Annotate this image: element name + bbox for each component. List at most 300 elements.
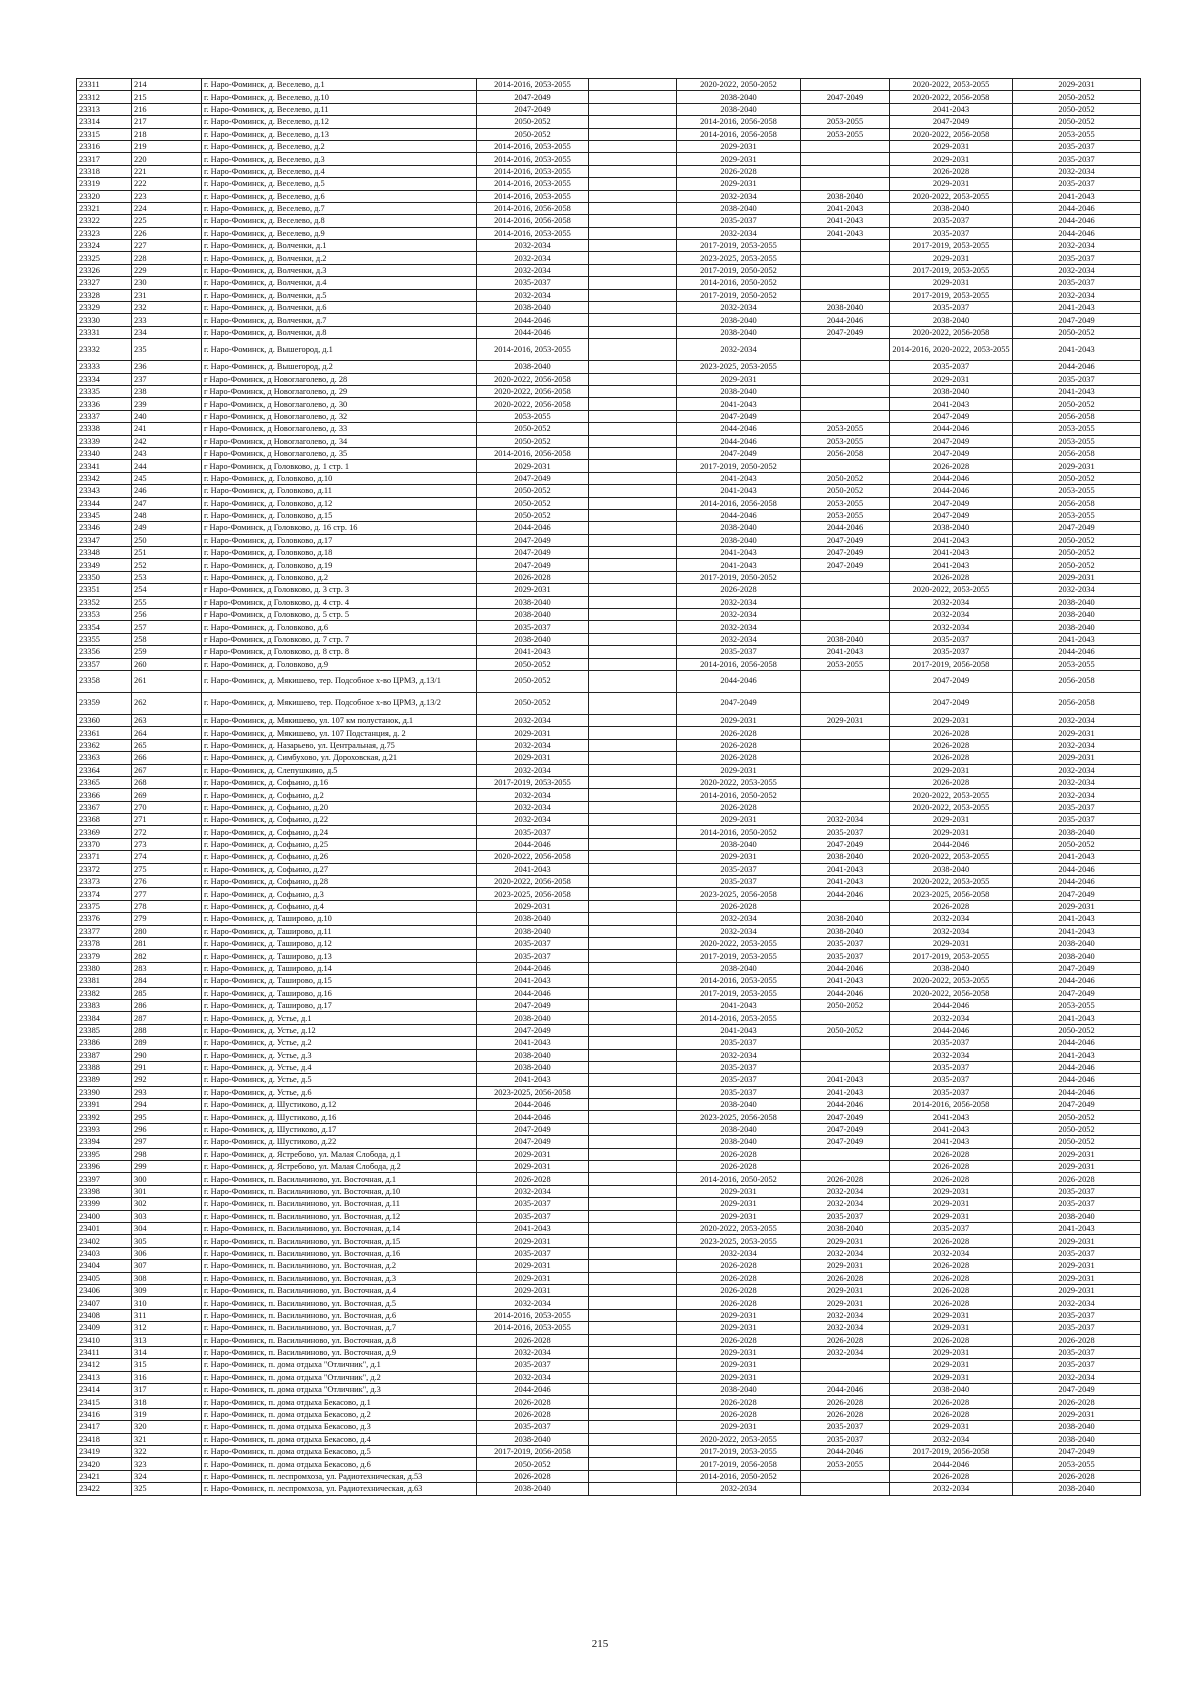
record-id-cell: 23323 <box>77 227 132 239</box>
period-2-cell <box>589 1408 677 1420</box>
period-4-cell: 2044-2046 <box>801 1099 890 1111</box>
period-3-cell: 2038-2040 <box>677 534 801 546</box>
period-4-cell <box>801 801 890 813</box>
item-number-cell: 258 <box>132 633 202 645</box>
period-1-cell: 2044-2046 <box>477 1099 589 1111</box>
table-row <box>77 596 1141 608</box>
period-4-cell: 2041-2043 <box>801 1086 890 1098</box>
period-3-cell: 2038-2040 <box>677 326 801 338</box>
period-3-cell: 2038-2040 <box>677 314 801 326</box>
address-cell: г. Наро-Фоминск, д. Веселево, д.7 <box>202 202 477 214</box>
period-3-cell: 2038-2040 <box>677 385 801 397</box>
period-2-cell <box>589 240 677 252</box>
item-number-cell: 282 <box>132 950 202 962</box>
period-3-cell: 2038-2040 <box>677 962 801 974</box>
period-4-cell: 2035-2037 <box>801 950 890 962</box>
period-1-cell: 2038-2040 <box>477 925 589 937</box>
table-row <box>77 103 1141 115</box>
period-2-cell <box>589 1446 677 1458</box>
table-row <box>77 79 1141 91</box>
period-5-cell: 2038-2040 <box>890 385 1013 397</box>
address-cell: г. Наро-Фоминск, д. Головково, д.11 <box>202 485 477 497</box>
period-6-cell: 2032-2034 <box>1013 764 1141 776</box>
address-cell: г. Наро-Фоминск, д. Веселево, д.2 <box>202 140 477 152</box>
period-1-cell: 2032-2034 <box>477 240 589 252</box>
period-5-cell: 2026-2028 <box>890 1272 1013 1284</box>
record-id-cell: 23334 <box>77 373 132 385</box>
period-1-cell: 2023-2025, 2056-2058 <box>477 1086 589 1098</box>
period-6-cell: 2026-2028 <box>1013 1396 1141 1408</box>
period-5-cell: 2029-2031 <box>890 1210 1013 1222</box>
period-5-cell: 2017-2019, 2053-2055 <box>890 950 1013 962</box>
period-1-cell: 2044-2046 <box>477 1111 589 1123</box>
period-5-cell: 2026-2028 <box>890 1470 1013 1482</box>
period-6-cell: 2050-2052 <box>1013 103 1141 115</box>
period-4-cell: 2041-2043 <box>801 863 890 875</box>
record-id-cell: 23397 <box>77 1173 132 1185</box>
period-5-cell: 2020-2022, 2053-2055 <box>890 801 1013 813</box>
period-4-cell <box>801 1012 890 1024</box>
period-6-cell: 2050-2052 <box>1013 91 1141 103</box>
address-cell: г. Наро-Фоминск, д. Вышегород, д.1 <box>202 339 477 361</box>
period-3-cell: 2014-2016, 2050-2052 <box>677 826 801 838</box>
period-4-cell <box>801 277 890 289</box>
period-6-cell: 2050-2052 <box>1013 1123 1141 1135</box>
period-1-cell: 2035-2037 <box>477 621 589 633</box>
period-2-cell <box>589 1222 677 1234</box>
period-6-cell: 2047-2049 <box>1013 987 1141 999</box>
period-6-cell: 2047-2049 <box>1013 1446 1141 1458</box>
period-5-cell: 2038-2040 <box>890 962 1013 974</box>
address-cell: г. Наро-Фоминск, д. Шустиково, д.17 <box>202 1123 477 1135</box>
period-3-cell: 2014-2016, 2050-2052 <box>677 277 801 289</box>
period-1-cell: 2023-2025, 2056-2058 <box>477 888 589 900</box>
period-1-cell: 2035-2037 <box>477 1247 589 1259</box>
period-4-cell: 2038-2040 <box>801 633 890 645</box>
record-id-cell: 23342 <box>77 472 132 484</box>
period-5-cell: 2035-2037 <box>890 215 1013 227</box>
period-2-cell <box>589 103 677 115</box>
record-id-cell: 23422 <box>77 1483 132 1495</box>
item-number-cell: 301 <box>132 1185 202 1197</box>
table-row <box>77 215 1141 227</box>
period-3-cell: 2032-2034 <box>677 633 801 645</box>
period-1-cell: 2044-2046 <box>477 838 589 850</box>
address-cell: г Наро-Фоминск, д Головково, д. 16 стр. 16 <box>202 522 477 534</box>
item-number-cell: 265 <box>132 739 202 751</box>
item-number-cell: 227 <box>132 240 202 252</box>
period-5-cell: 2026-2028 <box>890 727 1013 739</box>
item-number-cell: 296 <box>132 1123 202 1135</box>
period-1-cell: 2047-2049 <box>477 1136 589 1148</box>
record-id-cell: 23371 <box>77 851 132 863</box>
period-2-cell <box>589 776 677 788</box>
period-5-cell: 2044-2046 <box>890 838 1013 850</box>
period-3-cell: 2041-2043 <box>677 559 801 571</box>
record-id-cell: 23318 <box>77 165 132 177</box>
period-4-cell: 2050-2052 <box>801 1024 890 1036</box>
period-4-cell: 2032-2034 <box>801 1322 890 1334</box>
period-1-cell: 2050-2052 <box>477 658 589 670</box>
period-1-cell: 2029-2031 <box>477 1284 589 1296</box>
item-number-cell: 224 <box>132 202 202 214</box>
address-cell: г. Наро-Фоминск, п. Васильчиново, ул. Восточная, д.5 <box>202 1297 477 1309</box>
period-1-cell: 2032-2034 <box>477 789 589 801</box>
period-2-cell <box>589 925 677 937</box>
record-id-cell: 23408 <box>77 1309 132 1321</box>
record-id-cell: 23339 <box>77 435 132 447</box>
period-6-cell: 2032-2034 <box>1013 1297 1141 1309</box>
period-4-cell: 2053-2055 <box>801 497 890 509</box>
period-6-cell: 2041-2043 <box>1013 851 1141 863</box>
record-id-cell: 23316 <box>77 140 132 152</box>
period-5-cell: 2041-2043 <box>890 103 1013 115</box>
period-2-cell <box>589 789 677 801</box>
period-5-cell: 2026-2028 <box>890 1297 1013 1309</box>
period-6-cell: 2044-2046 <box>1013 1074 1141 1086</box>
period-2-cell <box>589 962 677 974</box>
record-id-cell: 23360 <box>77 714 132 726</box>
period-1-cell: 2026-2028 <box>477 1173 589 1185</box>
period-4-cell <box>801 596 890 608</box>
period-3-cell: 2029-2031 <box>677 1346 801 1358</box>
record-id-cell: 23388 <box>77 1061 132 1073</box>
item-number-cell: 235 <box>132 339 202 361</box>
table-row <box>77 1074 1141 1086</box>
period-2-cell <box>589 534 677 546</box>
period-3-cell: 2017-2019, 2056-2058 <box>677 1458 801 1470</box>
period-1-cell: 2020-2022, 2056-2058 <box>477 385 589 397</box>
record-id-cell: 23340 <box>77 447 132 459</box>
record-id-cell: 23370 <box>77 838 132 850</box>
period-6-cell: 2038-2040 <box>1013 596 1141 608</box>
address-cell: г. Наро-Фоминск, д. Устье, д.5 <box>202 1074 477 1086</box>
period-5-cell: 2026-2028 <box>890 1284 1013 1296</box>
period-5-cell: 2029-2031 <box>890 826 1013 838</box>
period-3-cell: 2017-2019, 2053-2055 <box>677 987 801 999</box>
table-row <box>77 789 1141 801</box>
period-1-cell: 2038-2040 <box>477 633 589 645</box>
period-4-cell: 2026-2028 <box>801 1272 890 1284</box>
period-2-cell <box>589 851 677 863</box>
period-3-cell: 2029-2031 <box>677 1322 801 1334</box>
period-2-cell <box>589 1123 677 1135</box>
address-cell: г. Наро-Фоминск, п. Васильчиново, ул. Восточная, д.16 <box>202 1247 477 1259</box>
period-5-cell: 2020-2022, 2056-2058 <box>890 987 1013 999</box>
period-2-cell <box>589 361 677 373</box>
period-2-cell <box>589 410 677 422</box>
item-number-cell: 262 <box>132 692 202 714</box>
item-number-cell: 298 <box>132 1148 202 1160</box>
period-4-cell <box>801 140 890 152</box>
table-row <box>77 764 1141 776</box>
address-cell: г. Наро-Фоминск, п. Васильчиново, ул. Восточная, д.12 <box>202 1210 477 1222</box>
period-4-cell: 2041-2043 <box>801 975 890 987</box>
item-number-cell: 311 <box>132 1309 202 1321</box>
record-id-cell: 23386 <box>77 1037 132 1049</box>
period-5-cell: 2044-2046 <box>890 423 1013 435</box>
period-5-cell: 2038-2040 <box>890 1384 1013 1396</box>
period-3-cell: 2038-2040 <box>677 103 801 115</box>
period-4-cell: 2026-2028 <box>801 1173 890 1185</box>
period-2-cell <box>589 79 677 91</box>
period-1-cell: 2047-2049 <box>477 1123 589 1135</box>
period-6-cell: 2038-2040 <box>1013 621 1141 633</box>
period-6-cell: 2035-2037 <box>1013 1322 1141 1334</box>
period-5-cell: 2044-2046 <box>890 472 1013 484</box>
address-cell: г. Наро-Фоминск, д. Веселево, д.3 <box>202 153 477 165</box>
item-number-cell: 226 <box>132 227 202 239</box>
period-4-cell <box>801 727 890 739</box>
address-cell: г. Наро-Фоминск, п. дома отдыха Бекасово, д.2 <box>202 1408 477 1420</box>
period-4-cell: 2047-2049 <box>801 838 890 850</box>
period-2-cell <box>589 1284 677 1296</box>
table-row <box>77 509 1141 521</box>
period-1-cell: 2032-2034 <box>477 814 589 826</box>
period-6-cell: 2047-2049 <box>1013 522 1141 534</box>
item-number-cell: 302 <box>132 1198 202 1210</box>
period-2-cell <box>589 1359 677 1371</box>
period-3-cell: 2044-2046 <box>677 670 801 692</box>
period-5-cell: 2035-2037 <box>890 1061 1013 1073</box>
period-3-cell: 2014-2016, 2056-2058 <box>677 497 801 509</box>
period-5-cell: 2026-2028 <box>890 1396 1013 1408</box>
address-cell: г. Наро-Фоминск, д. Головково, д.10 <box>202 472 477 484</box>
period-1-cell: 2014-2016, 2053-2055 <box>477 339 589 361</box>
period-4-cell: 2029-2031 <box>801 1260 890 1272</box>
period-5-cell: 2029-2031 <box>890 714 1013 726</box>
item-number-cell: 277 <box>132 888 202 900</box>
table-row <box>77 962 1141 974</box>
address-cell: г. Наро-Фоминск, д. Таширово, д.13 <box>202 950 477 962</box>
period-5-cell: 2020-2022, 2056-2058 <box>890 91 1013 103</box>
period-4-cell: 2053-2055 <box>801 509 890 521</box>
record-id-cell: 23403 <box>77 1247 132 1259</box>
table-row <box>77 863 1141 875</box>
item-number-cell: 222 <box>132 178 202 190</box>
period-2-cell <box>589 165 677 177</box>
period-2-cell <box>589 950 677 962</box>
item-number-cell: 250 <box>132 534 202 546</box>
period-3-cell: 2041-2043 <box>677 485 801 497</box>
period-6-cell: 2035-2037 <box>1013 140 1141 152</box>
period-6-cell: 2029-2031 <box>1013 1161 1141 1173</box>
item-number-cell: 304 <box>132 1222 202 1234</box>
address-cell: г. Наро-Фоминск, д. Волченки, д.5 <box>202 289 477 301</box>
period-5-cell: 2017-2019, 2053-2055 <box>890 240 1013 252</box>
period-5-cell: 2038-2040 <box>890 863 1013 875</box>
period-4-cell <box>801 764 890 776</box>
item-number-cell: 292 <box>132 1074 202 1086</box>
period-5-cell: 2026-2028 <box>890 1235 1013 1247</box>
period-4-cell: 2026-2028 <box>801 1396 890 1408</box>
period-6-cell: 2032-2034 <box>1013 789 1141 801</box>
period-2-cell <box>589 509 677 521</box>
period-6-cell: 2044-2046 <box>1013 1037 1141 1049</box>
item-number-cell: 220 <box>132 153 202 165</box>
period-3-cell: 2023-2025, 2053-2055 <box>677 252 801 264</box>
record-id-cell: 23377 <box>77 925 132 937</box>
record-id-cell: 23353 <box>77 609 132 621</box>
record-id-cell: 23336 <box>77 398 132 410</box>
page-number: 215 <box>591 1638 609 1650</box>
period-5-cell: 2047-2049 <box>890 435 1013 447</box>
address-cell: г. Наро-Фоминск, д. Веселево, д.9 <box>202 227 477 239</box>
period-2-cell <box>589 460 677 472</box>
period-1-cell: 2029-2031 <box>477 900 589 912</box>
period-2-cell <box>589 975 677 987</box>
period-6-cell: 2050-2052 <box>1013 1136 1141 1148</box>
period-6-cell: 2044-2046 <box>1013 646 1141 658</box>
period-5-cell: 2029-2031 <box>890 178 1013 190</box>
period-4-cell: 2032-2034 <box>801 814 890 826</box>
record-id-cell: 23321 <box>77 202 132 214</box>
table-row <box>77 326 1141 338</box>
period-3-cell: 2038-2040 <box>677 1099 801 1111</box>
period-2-cell <box>589 302 677 314</box>
address-cell: г. Наро-Фоминск, п. дома отдыха "Отличник", д.1 <box>202 1359 477 1371</box>
period-6-cell: 2044-2046 <box>1013 202 1141 214</box>
period-3-cell: 2017-2019, 2050-2052 <box>677 571 801 583</box>
period-3-cell: 2032-2034 <box>677 596 801 608</box>
address-cell: г. Наро-Фоминск, д. Волченки, д.1 <box>202 240 477 252</box>
address-cell: г Наро-Фоминск, д Новоглаголево, д. 28 <box>202 373 477 385</box>
record-id-cell: 23378 <box>77 938 132 950</box>
record-id-cell: 23346 <box>77 522 132 534</box>
address-cell: г. Наро-Фоминск, п. Васильчиново, ул. Восточная, д.14 <box>202 1222 477 1234</box>
record-id-cell: 23413 <box>77 1371 132 1383</box>
period-4-cell: 2050-2052 <box>801 472 890 484</box>
period-4-cell: 2041-2043 <box>801 227 890 239</box>
table-row <box>77 1061 1141 1073</box>
period-6-cell: 2047-2049 <box>1013 962 1141 974</box>
period-4-cell <box>801 1371 890 1383</box>
item-number-cell: 229 <box>132 264 202 276</box>
period-3-cell: 2014-2016, 2053-2055 <box>677 975 801 987</box>
item-number-cell: 245 <box>132 472 202 484</box>
period-3-cell: 2014-2016, 2050-2052 <box>677 789 801 801</box>
schedule-table <box>76 78 1141 1496</box>
period-5-cell: 2044-2046 <box>890 999 1013 1011</box>
period-3-cell: 2029-2031 <box>677 373 801 385</box>
period-1-cell: 2032-2034 <box>477 801 589 813</box>
period-2-cell <box>589 326 677 338</box>
period-2-cell <box>589 1185 677 1197</box>
item-number-cell: 297 <box>132 1136 202 1148</box>
period-2-cell <box>589 1198 677 1210</box>
table-row <box>77 1185 1141 1197</box>
period-2-cell <box>589 1260 677 1272</box>
record-id-cell: 23320 <box>77 190 132 202</box>
period-3-cell: 2029-2031 <box>677 1309 801 1321</box>
period-5-cell: 2020-2022, 2056-2058 <box>890 128 1013 140</box>
period-4-cell: 2032-2034 <box>801 1346 890 1358</box>
period-1-cell: 2014-2016, 2053-2055 <box>477 178 589 190</box>
table-row <box>77 1024 1141 1036</box>
period-1-cell: 2050-2052 <box>477 116 589 128</box>
address-cell: г. Наро-Фоминск, д. Софьино, д.2 <box>202 789 477 801</box>
period-4-cell <box>801 339 890 361</box>
record-id-cell: 23410 <box>77 1334 132 1346</box>
period-1-cell: 2014-2016, 2053-2055 <box>477 1309 589 1321</box>
period-2-cell <box>589 447 677 459</box>
period-3-cell: 2026-2028 <box>677 1272 801 1284</box>
period-6-cell: 2041-2043 <box>1013 913 1141 925</box>
address-cell: г. Наро-Фоминск, д. Веселево, д.8 <box>202 215 477 227</box>
period-2-cell <box>589 140 677 152</box>
period-5-cell: 2029-2031 <box>890 764 1013 776</box>
address-cell: г. Наро-Фоминск, д. Волченки, д.2 <box>202 252 477 264</box>
item-number-cell: 288 <box>132 1024 202 1036</box>
period-2-cell <box>589 913 677 925</box>
address-cell: г. Наро-Фоминск, д. Веселево, д.5 <box>202 178 477 190</box>
record-id-cell: 23313 <box>77 103 132 115</box>
period-5-cell: 2029-2031 <box>890 1198 1013 1210</box>
item-number-cell: 268 <box>132 776 202 788</box>
period-3-cell: 2014-2016, 2050-2052 <box>677 1173 801 1185</box>
record-id-cell: 23411 <box>77 1346 132 1358</box>
record-id-cell: 23355 <box>77 633 132 645</box>
period-2-cell <box>589 289 677 301</box>
period-1-cell: 2041-2043 <box>477 975 589 987</box>
item-number-cell: 263 <box>132 714 202 726</box>
period-2-cell <box>589 373 677 385</box>
period-6-cell: 2032-2034 <box>1013 240 1141 252</box>
period-3-cell: 2023-2025, 2053-2055 <box>677 361 801 373</box>
period-1-cell: 2032-2034 <box>477 764 589 776</box>
item-number-cell: 256 <box>132 609 202 621</box>
period-6-cell: 2041-2043 <box>1013 925 1141 937</box>
address-cell: г Наро-Фоминск, д Головково, д. 4 стр. 4 <box>202 596 477 608</box>
period-3-cell: 2023-2025, 2056-2058 <box>677 1111 801 1123</box>
table-row <box>77 876 1141 888</box>
period-2-cell <box>589 485 677 497</box>
item-number-cell: 320 <box>132 1421 202 1433</box>
period-4-cell <box>801 103 890 115</box>
period-4-cell: 2047-2049 <box>801 1111 890 1123</box>
period-4-cell <box>801 373 890 385</box>
period-3-cell: 2014-2016, 2056-2058 <box>677 658 801 670</box>
period-4-cell: 2026-2028 <box>801 1334 890 1346</box>
item-number-cell: 217 <box>132 116 202 128</box>
record-id-cell: 23319 <box>77 178 132 190</box>
period-1-cell: 2032-2034 <box>477 1346 589 1358</box>
record-id-cell: 23402 <box>77 1235 132 1247</box>
table-row <box>77 1396 1141 1408</box>
period-1-cell: 2032-2034 <box>477 289 589 301</box>
period-1-cell: 2029-2031 <box>477 752 589 764</box>
item-number-cell: 319 <box>132 1408 202 1420</box>
period-6-cell: 2044-2046 <box>1013 215 1141 227</box>
period-5-cell: 2020-2022, 2053-2055 <box>890 584 1013 596</box>
period-6-cell: 2029-2031 <box>1013 727 1141 739</box>
period-1-cell: 2044-2046 <box>477 522 589 534</box>
table-row <box>77 116 1141 128</box>
period-1-cell: 2038-2040 <box>477 913 589 925</box>
table-body <box>77 79 1141 1496</box>
record-id-cell: 23374 <box>77 888 132 900</box>
period-5-cell: 2029-2031 <box>890 1309 1013 1321</box>
period-1-cell: 2038-2040 <box>477 1012 589 1024</box>
record-id-cell: 23363 <box>77 752 132 764</box>
period-3-cell: 2038-2040 <box>677 1123 801 1135</box>
period-3-cell: 2023-2025, 2056-2058 <box>677 888 801 900</box>
period-5-cell: 2047-2049 <box>890 509 1013 521</box>
period-4-cell <box>801 609 890 621</box>
address-cell: г. Наро-Фоминск, п. Васильчиново, ул. Восточная, д.4 <box>202 1284 477 1296</box>
period-2-cell <box>589 1272 677 1284</box>
period-4-cell <box>801 165 890 177</box>
